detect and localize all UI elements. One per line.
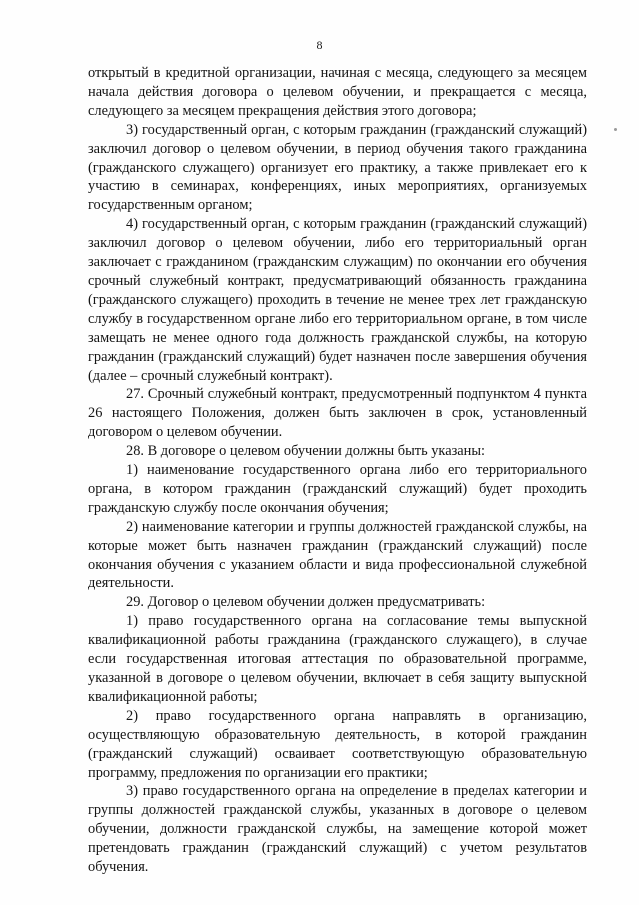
page-number: 8 xyxy=(316,38,323,52)
paragraph-item-29-2: 2) право государственного органа направлять в организацию, осуществляющую образовательную деятельность, в которой гражданин (гражданский служащий) осваивает соответствующую образовательную программу, предложения по организации его практики; xyxy=(88,707,587,781)
paragraph-item-29-1: 1) право государственного органа на согласование темы выпускной квалификационной работы гражданина (гражданского служащего), в случае если государственная итоговая аттестация по образовательной программе, указанной в договоре о целевом обучении, включает в себя защиту выпускной квалификационной работы; xyxy=(88,613,587,705)
scan-speck xyxy=(614,128,617,131)
paragraph-clause-27: 27. Срочный служебный контракт, предусмотренный подпунктом 4 пункта 26 настоящего Положения, должен быть заключен в срок, установленный договором о целевом обучении. xyxy=(88,386,587,441)
paragraph-item-28-2: 2) наименование категории и группы должностей гражданской службы, на которые может быть назначен гражданин (гражданский служащий) после окончания обучения с указанием области и вида профессиональной служебной деятельности. xyxy=(88,518,587,592)
paragraph-item-29-3: 3) право государственного органа на определение в пределах категории и группы должностей гражданской службы, указанных в договоре о целевом обучении, должности гражданской службы, на замещение которой может претендовать гражданин (гражданский служащий) с учетом результатов обучения. xyxy=(88,783,587,876)
paragraph-continuation: открытый в кредитной организации, начиная с месяца, следующего за месяцем начала действия договора о целевом обучении, и прекращается с месяца, следующего за месяцем прекращения действия этого договора; xyxy=(88,65,587,119)
paragraph-clause-29: 29. Договор о целевом обучении должен предусматривать: xyxy=(126,594,486,611)
document-body xyxy=(88,64,587,877)
paragraph-item-28-1: 1) наименование государственного органа либо его территориального органа, в котором гражданин (гражданский служащий) будет проходить гражданскую службу после окончания обучения; xyxy=(88,462,587,516)
paragraph-item-26-3: 3) государственный орган, с которым гражданин (гражданский служащий) заключил договор о целевом обучении, в период обучения такого гражданина (гражданского служащего) организует его практику, а также привлекает его к участию в семинарах, конференциях, иных мероприятиях, организуемых государственным органом; xyxy=(88,121,587,214)
paragraph-item-26-4: 4) государственный орган, с которым гражданин (гражданский служащий) заключил договор о целевом обучении, либо его территориальный орган заключает с гражданином (гражданским служащим) по окончании его обучения срочный служебный контракт, предусматривающий обязанность гражданина (гражданского служащего) проходить в течение не менее трех лет гражданскую службу в государственном органе либо его территориальном органе, в том числе замещать не менее одного года должность гражданской службы, на которую гражданин (гражданский служащий) будет назначен после завершения обучения (далее – срочный служебный контракт). xyxy=(88,216,587,384)
paragraph-clause-28: 28. В договоре о целевом обучении должны быть указаны: xyxy=(126,443,486,460)
